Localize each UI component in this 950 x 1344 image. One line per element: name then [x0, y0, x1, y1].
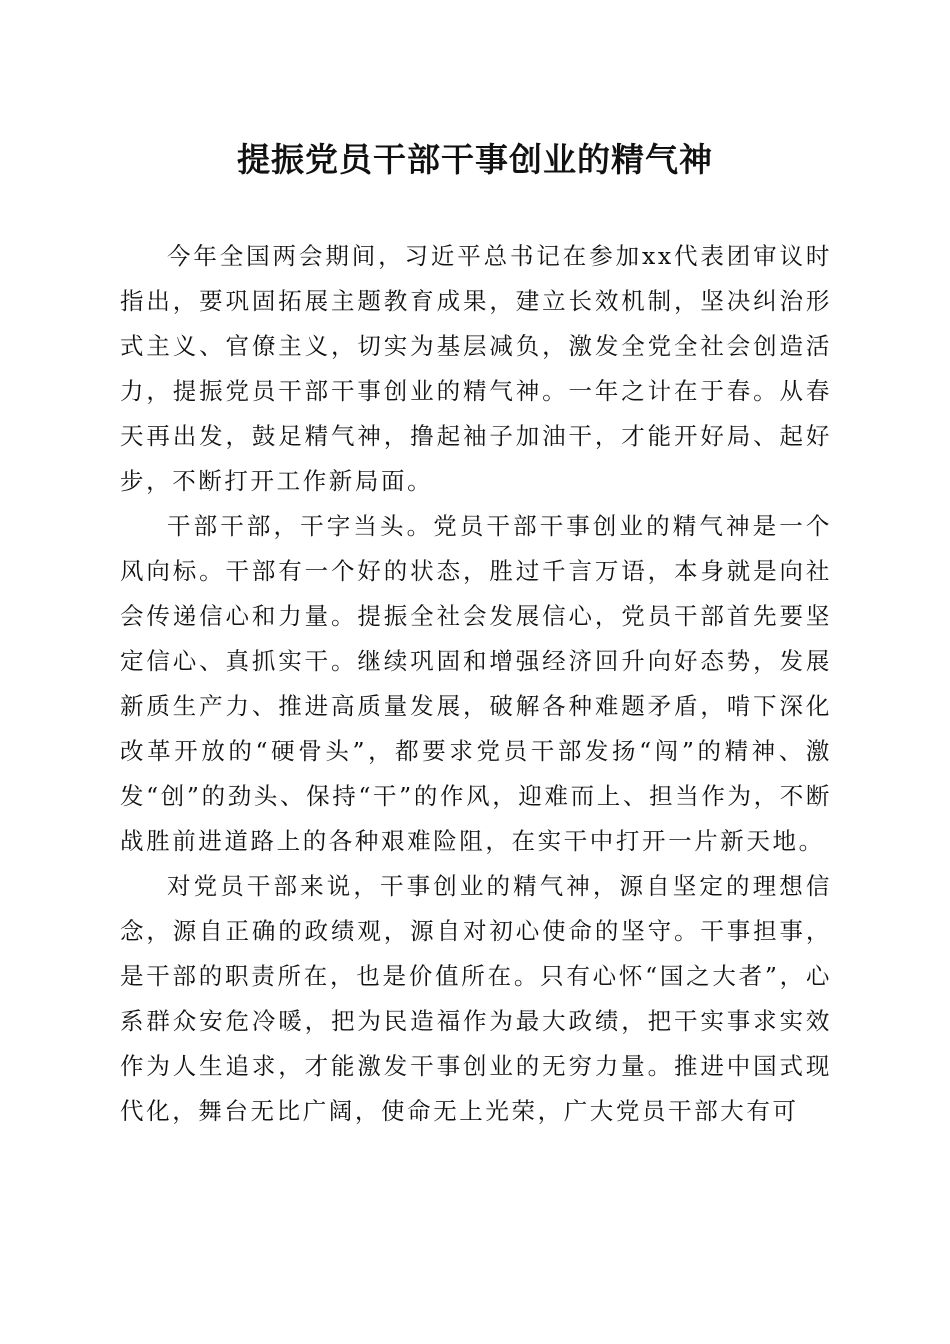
document-title: 提振党员干部干事创业的精气神 [237, 140, 713, 179]
paragraph-1: 今年全国两会期间，习近平总书记在参加xx代表团审议时指出，要巩固拓展主题教育成果，建立长效机制，坚决纠治形式主义、官僚主义，切实为基层减负，激发全党全社会创造活力，提振党员干部干事创业的精气神。一年之计在于春。从春天再出发，鼓足精气神，撸起袖子加油干，才能开好局、起好步，不断打开工作新局面。 [120, 242, 832, 495]
paragraph-3: 对党员干部来说，干事创业的精气神，源自坚定的理想信念，源自正确的政绩观，源自对初心使命的坚守。干事担事，是干部的职责所在，也是价值所在。只有心怀“国之大者”，心系群众安危冷暖，把为民造福作为最大政绩，把干实事求实效作为人生追求，才能激发干事创业的无穷力量。推进中国式现代化，舞台无比广阔，使命无上光荣，广大党员干部大有可 [120, 872, 832, 1125]
document-body [120, 234, 832, 1134]
paragraph-2: 干部干部，干字当头。党员干部干事创业的精气神是一个风向标。干部有一个好的状态，胜过千言万语，本身就是向社会传递信心和力量。提振全社会发展信心，党员干部首先要坚定信心、真抓实干。继续巩固和增强经济回升向好态势，发展新质生产力、推进高质量发展，破解各种难题矛盾，啃下深化改革开放的“硬骨头”，都要求党员干部发扬“闯”的精神、激发“创”的劲头、保持“干”的作风，迎难而上、担当作为，不断战胜前进道路上的各种艰难险阻，在实干中打开一片新天地。 [120, 512, 832, 855]
